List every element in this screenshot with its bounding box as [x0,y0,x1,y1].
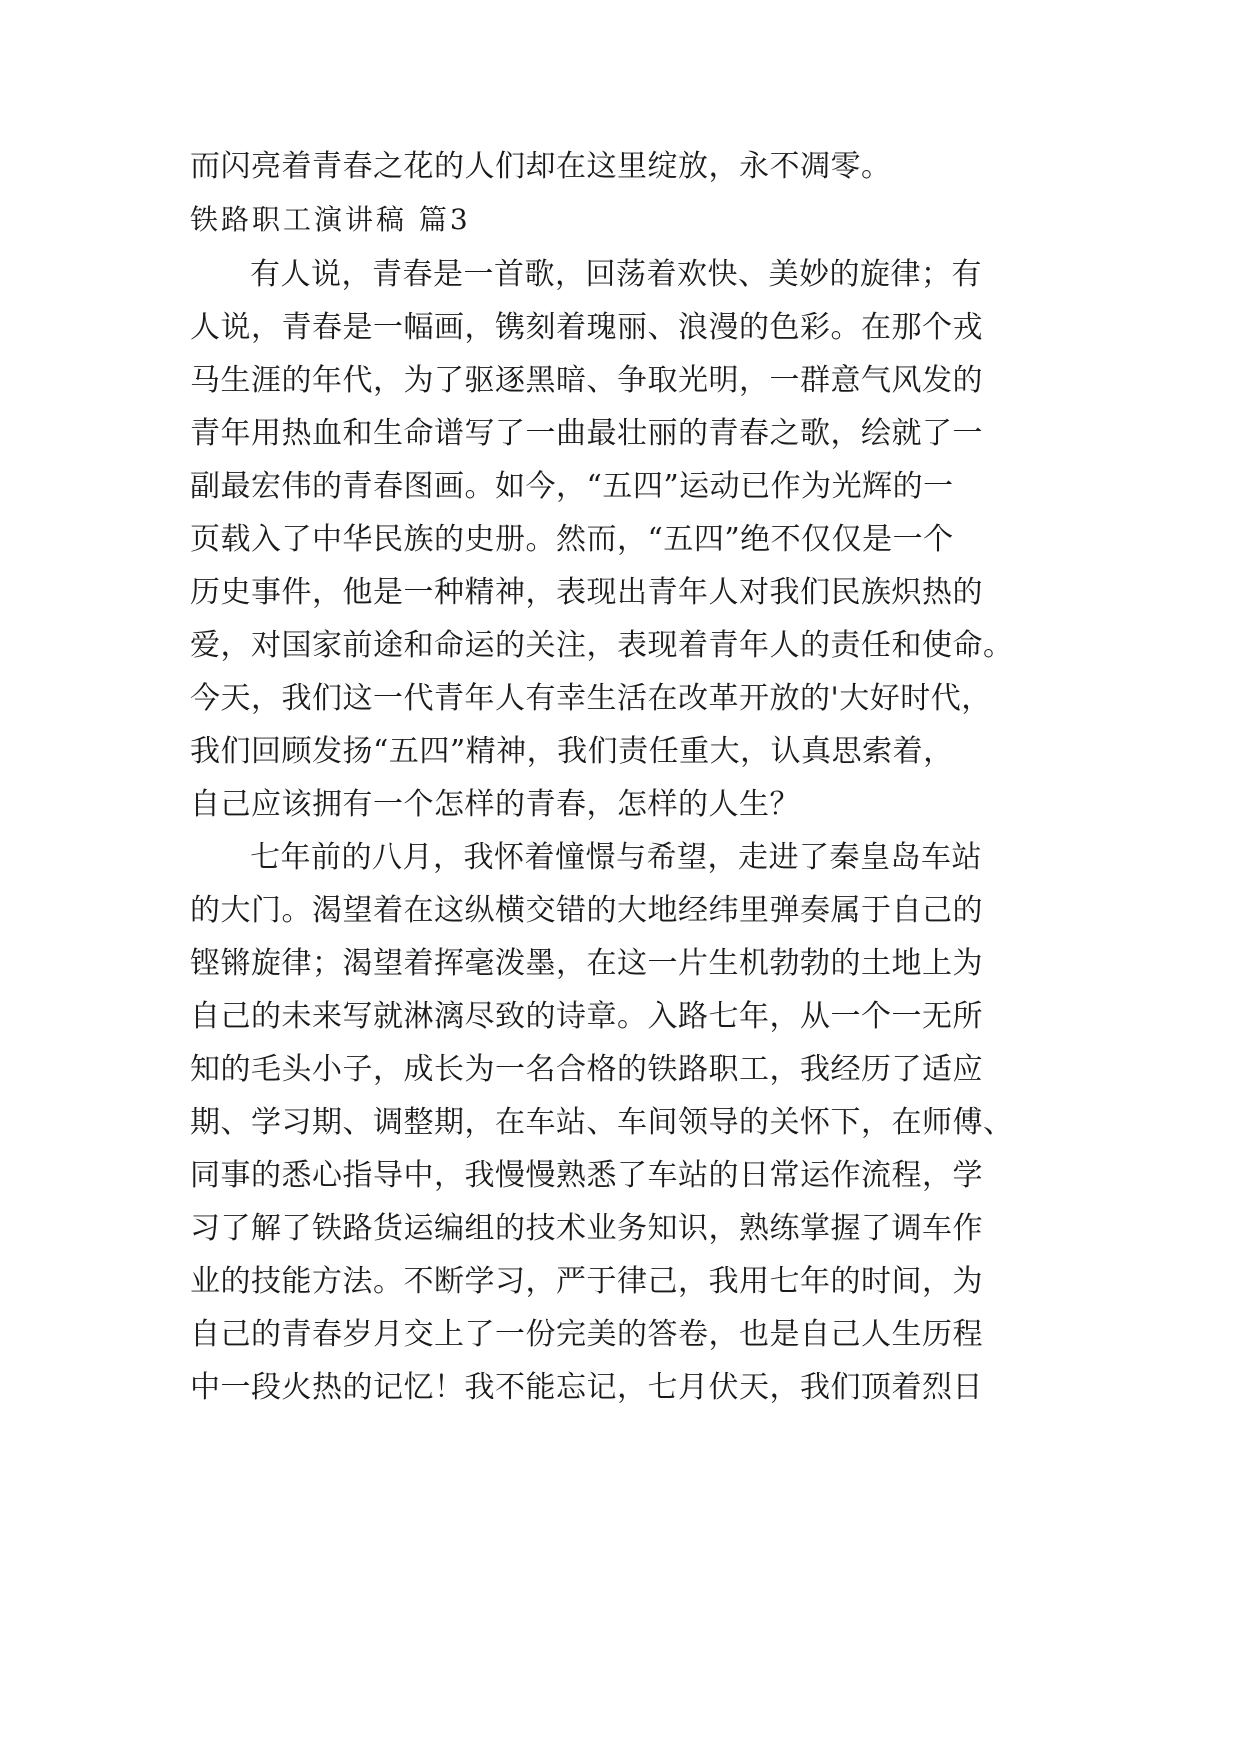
section-title: 铁路职工演讲稿 篇3 [190,203,471,236]
paragraph-line: 七年前的八月，我怀着憧憬与希望，走进了秦皇岛车站 [250,840,982,875]
paragraph-line: 副最宏伟的青春图画。如今，“五四”运动已作为光辉的一 [190,469,954,504]
paragraph-line: 习了解了铁路货运编组的技术业务知识，熟练掌握了调车作 [190,1211,983,1246]
paragraph-line: 页载入了中华民族的史册。然而，“五四”绝不仅仅是一个 [190,522,954,557]
paragraph-line: 中一段火热的记忆！我不能忘记，七月伏天，我们顶着烈日 [190,1370,983,1405]
paragraph-line: 业的技能方法。不断学习，严于律己，我用七年的时间，为 [190,1264,983,1299]
paragraph-line: 同事的悉心指导中，我慢慢熟悉了车站的日常运作流程，学 [190,1158,983,1193]
paragraph-line: 铿锵旋律；渴望着挥毫泼墨，在这一片生机勃勃的土地上为 [190,946,983,981]
paragraph-line: 爱，对国家前途和命运的关注，表现着青年人的责任和使命。 [190,628,1014,663]
paragraph-line: 自己的青春岁月交上了一份完美的答卷，也是自己人生历程 [190,1317,983,1352]
paragraph-line: 有人说，青春是一首歌，回荡着欢快、美妙的旋律；有 [250,257,982,292]
paragraph-line: 历史事件，他是一种精神，表现出青年人对我们民族炽热的 [190,575,983,610]
paragraph-line: 的大门。渴望着在这纵横交错的大地经纬里弹奏属于自己的 [190,893,983,928]
paragraph-line: 知的毛头小子，成长为一名合格的铁路职工，我经历了适应 [190,1052,983,1087]
paragraph-line: 马生涯的年代，为了驱逐黑暗、争取光明，一群意气风发的 [190,363,983,398]
paragraph-line: 人说，青春是一幅画，镌刻着瑰丽、浪漫的色彩。在那个戎 [190,310,983,345]
paragraph-line: 期、学习期、调整期，在车站、车间领导的关怀下，在师傅、 [190,1105,1014,1140]
paragraph-line: 自己应该拥有一个怎样的青春，怎样的人生？ [190,787,800,822]
paragraph-line: 自己的未来写就淋漓尽致的诗章。入路七年，从一个一无所 [190,999,983,1034]
paragraph-line: 今天，我们这一代青年人有幸生活在改革开放的'大好时代， [190,681,992,716]
text-line: 而闪亮着青春之花的人们却在这里绽放，永不凋零。 [190,149,892,184]
paragraph-line: 青年用热血和生命谱写了一曲最壮丽的青春之歌，绘就了一 [190,416,983,451]
paragraph-line: 我们回顾发扬“五四”精神，我们责任重大，认真思索着， [190,734,954,769]
